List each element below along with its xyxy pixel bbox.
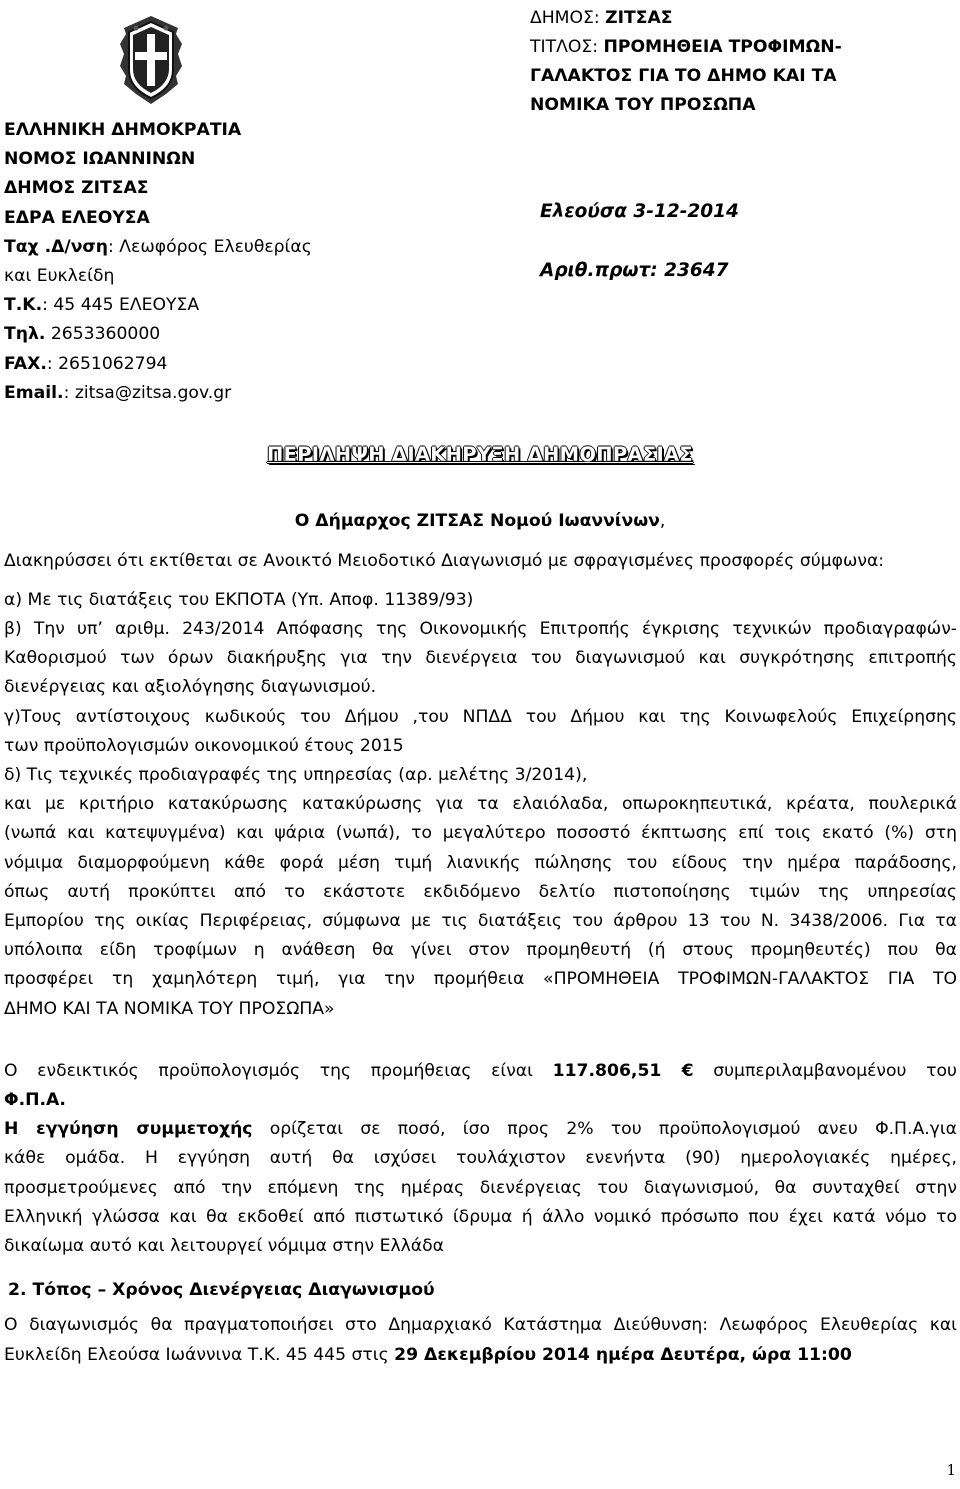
budget-amount: 117.806,51 €: [552, 1061, 694, 1081]
guarantee-line: δικαίωμα αυτό και λειτουργεί νόμιμα στην Ελλάδα: [4, 1236, 444, 1256]
municipality-line: ΔΗΜΟΣ: ΖΙΤΣΑΣ: [530, 8, 673, 28]
section-2-heading: 2. Τόπος – Χρόνος Διενέργειας Διαγωνισμού: [8, 1280, 435, 1300]
auction-date-time: 29 Δεκεμβρίου 2014 ημέρα Δευτέρα, ώρα 11:00: [394, 1345, 852, 1365]
document-date: Ελεούσα 3-12-2014: [540, 201, 739, 222]
sender-line: ΝΟΜΟΣ ΙΩΑΝΝΙΝΩΝ: [4, 149, 196, 170]
clause-d-line: υπόλοιπα είδη τροφίμων η ανάθεση θα γίνει στον προμηθευτή (ή στους προμηθευτές) που θα: [4, 940, 957, 960]
clause-c-line: των προϋπολογισμών οικονομικού έτους 2015: [4, 736, 404, 756]
title-line: ΓΑΛΑΚΤΟΣ ΓΙΑ ΤΟ ΔΗΜΟ ΚΑΙ ΤΑ: [530, 66, 837, 86]
guarantee-heading: Η εγγύηση συμμετοχής: [4, 1119, 253, 1139]
sender-line: ΕΔΡΑ ΕΛΕΟΥΣΑ: [4, 207, 150, 228]
clause-d-line: νόμιμα διαμορφούμενη κάθε φορά μέση τιμή λιανικής πώλησης του είδους την ημέρα παράδοσης,: [4, 853, 957, 873]
guarantee-line: Ελληνική γλώσσα και θα εκδοθεί από πιστωτικό ίδρυμα ή άλλο νομικό πρόσωπο που έχει κατά νόμο το: [4, 1207, 957, 1227]
section-2-line: Ο διαγωνισμός θα πραγματοποιήσει στο Δημαρχιακό Κατάστημα Διεύθυνση: Λεωφόρος Ελευθερίας και: [4, 1315, 957, 1335]
sender-line: FAX.: 2651062794: [4, 353, 168, 374]
sender-line: Τ.Κ.: 45 445 ΕΛΕΟΥΣΑ: [4, 295, 200, 316]
clause-d-line: προσφέρει τη χαμηλότερη τιμή, για την προμήθεια «ΠΡΟΜΗΘΕΙΑ ΤΡΟΦΙΜΩΝ-ΓΑΛΑΚΤΟΣ ΓΙΑ ΤΟ: [4, 969, 957, 989]
sender-line: Ταχ .Δ/νση: Λεωφόρος Ελευθερίας: [4, 236, 312, 257]
title-line: ΝΟΜΙΚΑ ΤΟΥ ΠΡΟΣΩΠΑ: [530, 95, 756, 115]
page-number: 1: [946, 1461, 956, 1479]
clause-c-line: γ)Τους αντίστοιχους κωδικούς του Δήμου ,του ΝΠΔΔ του Δήμου και της Κοινωφελούς Επιχείρησης: [4, 707, 957, 727]
clause-d-line: ΔΗΜΟ ΚΑΙ ΤΑ ΝΟΜΙΚΑ ΤΟΥ ΠΡΟΣΩΠΑ»: [4, 999, 335, 1019]
guarantee-line: κάθε ομάδα. Η εγγύηση αυτή θα ισχύσει τουλάχιστον ενενήντα (90) ημερολογιακές ημέρες,: [4, 1148, 957, 1168]
clause-a: α) Με τις διατάξεις του ΕΚΠΟΤΑ (Υπ. Αποφ. 11389/93): [4, 590, 474, 610]
clause-d-line: Εμπορίου της οικίας Περιφέρειας, σύμφωνα με τις διατάξεις του άρθρου 13 του Ν. 3438/2006. Για τα: [4, 911, 957, 931]
clause-b-line: διενέργειας και αξιολόγησης διαγωνισμού.: [4, 677, 377, 697]
document-meta-block: [530, 4, 842, 120]
title-line: ΤΙΤΛΟΣ: ΠΡΟΜΗΘΕΙΑ ΤΡΟΦΙΜΩΝ-: [530, 37, 842, 57]
clause-b-line: Καθορισμού των όρων διακήρυξης για την διενέργεια του διαγωνισμού και συγκρότησης επιτροπής: [4, 648, 957, 668]
sender-line: Τηλ. 2653360000: [4, 324, 161, 345]
budget-line: Ο ενδεικτικός προϋπολογισμός της προμήθειας είναι 117.806,51 € συμπεριλαμβανομένου του: [4, 1061, 957, 1081]
mayor-line: Ο Δήμαρχος ΖΙΤΣΑΣ Νομού Ιωαννίνων,: [294, 511, 666, 531]
clause-d-line: (νωπά και κατεψυγμένα) και ψάρια (νωπά), το μεγαλύτερο ποσοστό έκπτωσης επί τοις εκατό (%) στη: [4, 823, 957, 843]
document-title: ΠΕΡΙΛΗΨΗ ΔΙΑΚΗΡΥΞΗ ΔΗΜΟΠΡΑΣΙΑΣ: [266, 443, 694, 466]
sender-line: ΕΛΛΗΝΙΚΗ ΔΗΜΟΚΡΑΤΙΑ: [4, 120, 242, 140]
sender-line: Email.: zitsa@zitsa.gov.gr: [4, 382, 232, 403]
clause-b-line: β) Την υπ’ αριθμ. 243/2014 Απόφασης της Οικονομικής Επιτροπής έγκρισης τεχνικών προδιαγραφών-: [4, 619, 957, 639]
sender-line: ΔΗΜΟΣ ΖΙΤΣΑΣ: [4, 178, 149, 199]
sender-address-block: [4, 116, 312, 408]
coat-of-arms-emblem: [116, 14, 186, 106]
guarantee-line: Η εγγύηση συμμετοχής ορίζεται σε ποσό, ίσο προς 2% του προϋπολογισμού ανευ Φ.Π.Α.για: [4, 1119, 957, 1139]
clause-d-line: δ) Τις τεχνικές προδιαγραφές της υπηρεσίας (αρ. μελέτης 3/2014),: [4, 765, 588, 785]
sender-line: και Ευκλείδη: [4, 266, 115, 287]
clause-d-line: όπως αυτή προκύπτει από το εκάστοτε εκδιδόμενο δελτίο πιστοποίησης τιμών της υπηρεσίας: [4, 882, 957, 902]
guarantee-line: προσμετρούμενες από την επόμενη της ημέρας διενέργειας του διαγωνισμού, θα συνταχθεί στην: [4, 1178, 957, 1198]
protocol-number: Αριθ.πρωτ: 23647: [540, 260, 729, 281]
clause-d-line: και με κριτήριο κατακύρωσης κατακύρωσης για τα ελαιόλαδα, οπωροκηπευτικά, κρέατα, πουλερικά: [4, 794, 957, 814]
announcement-line: Διακηρύσσει ότι εκτίθεται σε Ανοικτό Μειοδοτικό Διαγωνισμό με σφραγισμένες προσφορές σύμφωνα:: [4, 551, 885, 571]
budget-vat: Φ.Π.Α.: [4, 1090, 66, 1110]
section-2-line: Ευκλείδη Ελεούσα Ιωάννινα Τ.Κ. 45 445 στις 29 Δεκεμβρίου 2014 ημέρα Δευτέρα, ώρα 11:00: [4, 1345, 852, 1365]
